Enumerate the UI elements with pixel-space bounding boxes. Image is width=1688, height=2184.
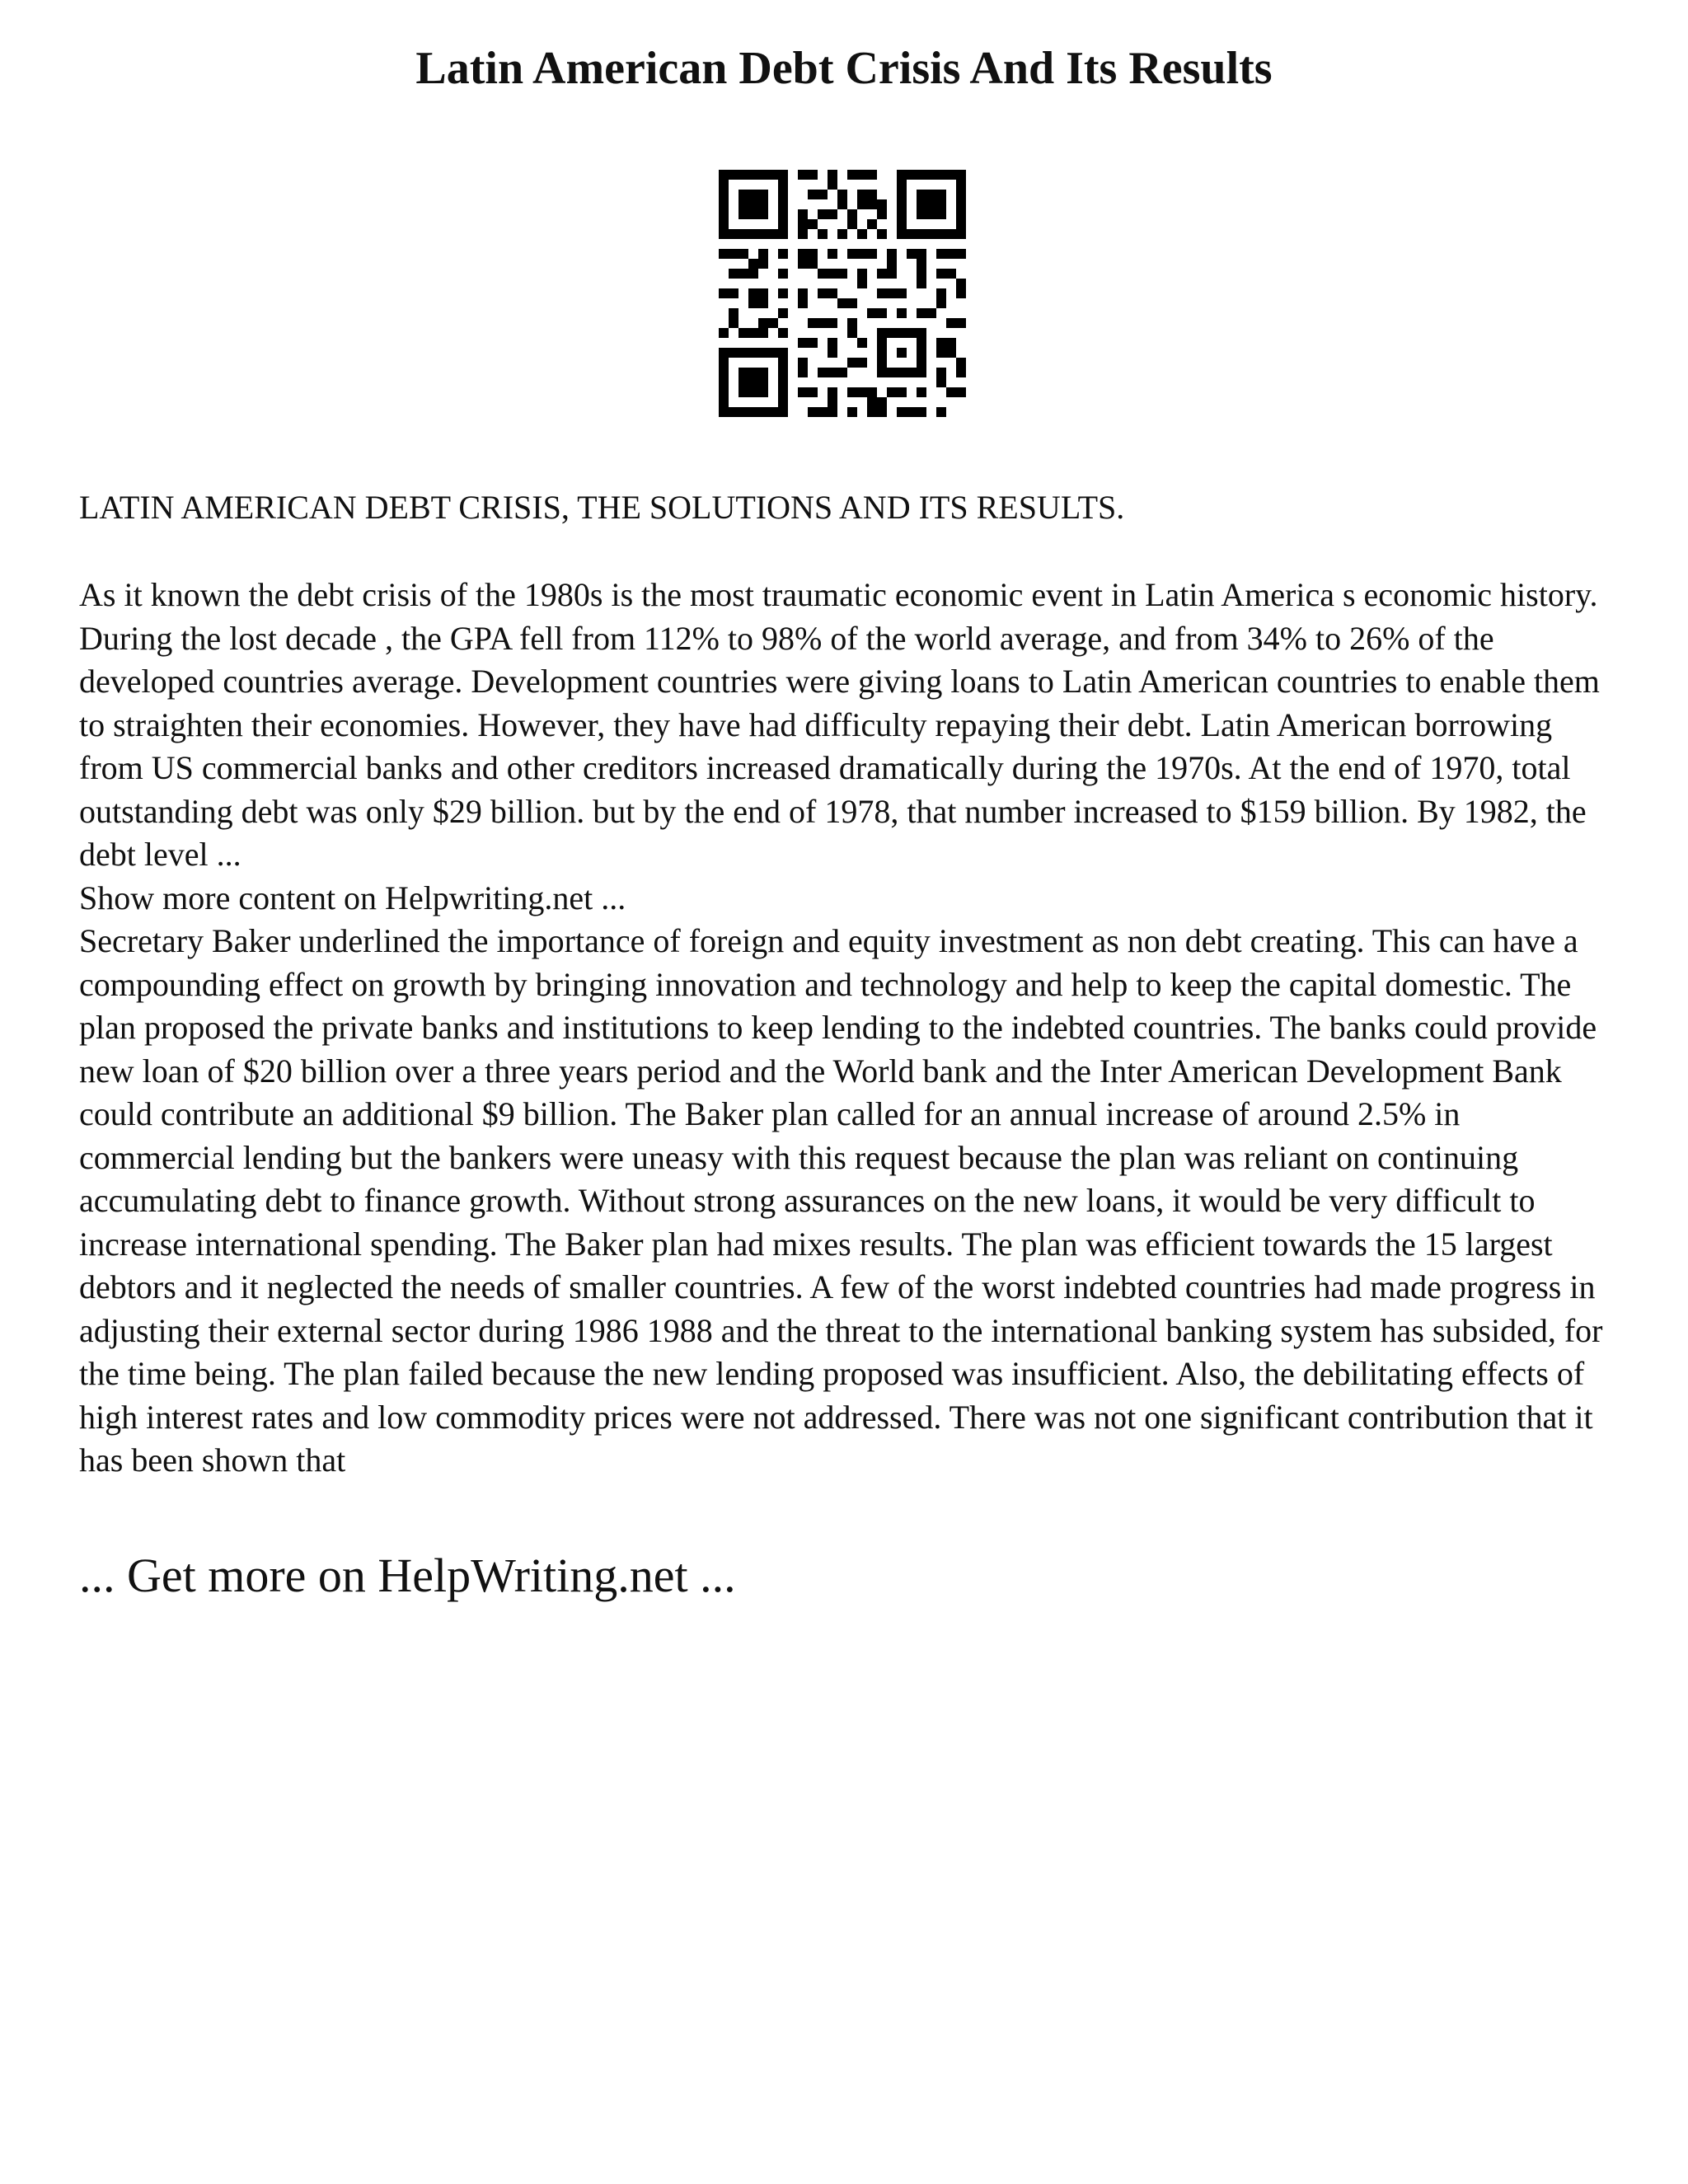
document-body bbox=[79, 574, 1612, 1483]
document-title: Latin American Debt Crisis And Its Results bbox=[415, 43, 1273, 94]
get-more-link[interactable]: ... Get more on HelpWriting.net ... bbox=[79, 1549, 736, 1602]
show-more-link[interactable]: Show more content on Helpwriting.net ... bbox=[79, 879, 626, 916]
paragraph-2: Secretary Baker underlined the importance of foreign and equity investment as non debt creating. This can have a compounding effect on growth by bringing innovation and technology and help to keep the capital domestic. The plan proposed the private banks and institutions to keep lending to the indebted countries. The banks could provide new loan of $20 billion over a three years period and the World bank and the Inter American Development Bank could contribute an additional $9 billion. The Baker plan called for an annual increase of around 2.5% in commercial lending but the bankers were uneasy with this request because the plan was reliant on continuing accumulating debt to finance growth. Without strong assurances on the new loans, it would be very difficult to increase international spending. The Baker plan had mixes results. The plan was efficient towards the 15 largest debtors and it neglected the needs of smaller countries. A few of the worst indebted countries had made progress in adjusting their external sector during 1986 1988 and the threat to the international banking system has subsided, for the time being. The plan failed because the new lending proposed was insufficient. Also, the debilitating effects of high interest rates and low commodity prices were not addressed. There was not one significant contribution that it has been shown that bbox=[79, 922, 1603, 1479]
document-subheading: LATIN AMERICAN DEBT CRISIS, THE SOLUTIONS AND ITS RESULTS. bbox=[79, 489, 1125, 526]
qr-code-icon[interactable] bbox=[719, 170, 966, 417]
paragraph-1: As it known the debt crisis of the 1980s is the most traumatic economic event in Latin America s economic history. During the lost decade , the GPA fell from 112% to 98% of the world average, and from 34% to 26% of the developed countries average. Development countries were giving loans to Latin American countries to enable them to straighten their economies. However, they have had difficulty repaying their debt. Latin American borrowing from US commercial banks and other creditors increased dramatically during the 1970s. At the end of 1970, total outstanding debt was only $29 billion. but by the end of 1978, that number increased to $159 billion. By 1982, the debt level ... bbox=[79, 576, 1600, 873]
qr-code-graphic bbox=[719, 170, 966, 417]
